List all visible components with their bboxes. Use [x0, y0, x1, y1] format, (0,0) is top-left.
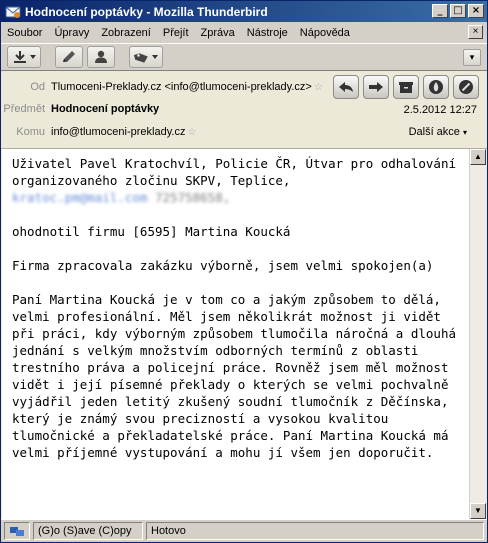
fire-icon: [428, 79, 444, 95]
toolbar-overflow-button[interactable]: ▾: [463, 49, 481, 66]
subject-value: Hodnocení poptávky: [51, 103, 160, 115]
network-status-icon[interactable]: [4, 522, 30, 540]
to-value[interactable]: info@tlumoceni-preklady.cz: [51, 126, 186, 138]
subject-row: [1, 99, 159, 119]
vertical-scrollbar[interactable]: [469, 149, 486, 519]
body-review: Paní Martina Koucká je v tom co a jakým způsobem to dělá, velmi profesionální. Měl jsem několikrát možnost ji vidět při práci, kdy výborným způsobem tlumočila náročná a dlouhá jednání s velkým množstvím odborných termínů z oblasti trestního práva a policejní práce. Rovněž jsem měl možnost vidět i její písemné překlady o kterých se velmi pochvalně vyjádřil jeden letitý zkušený soudní tlumočník z Děčínska, který je známý svou precizností a vysokou kvalitou tlumočnické a překladatelské práce. Paní Martina Koucká má velmi příjemné vystupování a mohu jí všem jen doporučit.: [12, 292, 464, 460]
window-title: Hodnocení poptávky - Mozilla Thunderbird: [25, 4, 268, 19]
reply-icon: [338, 80, 354, 94]
menu-napoveda[interactable]: Nápověda: [299, 26, 350, 39]
body-rated: ohodnotil firmu [6595] Martina Koucká: [12, 224, 291, 239]
tag-icon: [134, 50, 150, 64]
maximize-button[interactable]: □: [450, 4, 466, 18]
menu-nastroje[interactable]: Nástroje: [246, 26, 288, 39]
menu-prejit[interactable]: Přejít: [162, 26, 189, 39]
title-bar[interactable]: [1, 1, 487, 22]
more-actions-button[interactable]: [409, 126, 467, 138]
archive-icon: [398, 80, 414, 94]
to-row: [1, 122, 196, 142]
dropdown-arrow-icon: ▾: [462, 128, 467, 137]
body-intro: Uživatel Pavel Kratochvíl, Policie ČR, Útvar pro odhalování organizovaného zločinu SKPV, Teplice,: [12, 156, 464, 188]
status-text: Hotovo: [146, 522, 484, 540]
menu-zobrazeni[interactable]: Zobrazení: [101, 26, 151, 39]
redacted-phone: 725758658,: [155, 190, 231, 205]
message-header: [1, 71, 487, 149]
message-actions: [333, 75, 479, 99]
address-book-button[interactable]: [87, 46, 115, 68]
redacted-email: kratoc.pm@mail.com: [12, 190, 148, 205]
message-body[interactable]: [2, 149, 469, 519]
get-mail-button[interactable]: [7, 46, 41, 68]
star-icon[interactable]: ☆: [187, 126, 197, 138]
delete-button[interactable]: [453, 75, 479, 99]
download-icon: [12, 50, 28, 64]
subject-label: Předmět: [3, 103, 45, 115]
forward-icon: [368, 80, 384, 94]
minimize-button[interactable]: _: [432, 4, 448, 18]
junk-button[interactable]: [423, 75, 449, 99]
from-label: Od: [30, 81, 45, 93]
contact-icon: [92, 50, 110, 64]
star-icon[interactable]: ☆: [313, 81, 323, 93]
message-date: 2.5.2012 12:27: [403, 104, 477, 116]
main-toolbar: [1, 43, 487, 71]
close-tab-button[interactable]: ×: [468, 25, 483, 39]
menu-zprava[interactable]: Zpráva: [200, 26, 235, 39]
dropdown-arrow-icon: [30, 55, 36, 59]
scroll-down-icon[interactable]: ▼: [470, 503, 486, 519]
from-value[interactable]: Tlumoceni-Preklady.cz <info@tlumoceni-preklady.cz>: [51, 81, 312, 93]
dropdown-arrow-icon: [152, 55, 158, 59]
forward-button[interactable]: [363, 75, 389, 99]
status-bar: [1, 519, 487, 542]
scroll-up-icon[interactable]: ▲: [470, 149, 486, 165]
menu-upravy[interactable]: Úpravy: [54, 26, 90, 39]
write-button[interactable]: [55, 46, 83, 68]
thunderbird-app-icon: [5, 4, 21, 20]
to-label: Komu: [16, 126, 45, 138]
menu-bar: [1, 22, 487, 43]
tag-button[interactable]: [129, 46, 163, 68]
more-actions-label: Další akce: [408, 126, 460, 138]
from-row: [1, 77, 323, 97]
close-window-button[interactable]: ×: [468, 4, 484, 18]
reply-button[interactable]: [333, 75, 359, 99]
menu-soubor[interactable]: Soubor: [7, 26, 43, 39]
archive-button[interactable]: [393, 75, 419, 99]
delete-icon: [458, 79, 474, 95]
body-summary: Firma zpracovala zakázku výborně, jsem velmi spokojen(a): [12, 258, 434, 273]
shortcut-hint: (G)o (S)ave (C)opy: [33, 522, 143, 540]
pencil-icon: [60, 50, 78, 64]
